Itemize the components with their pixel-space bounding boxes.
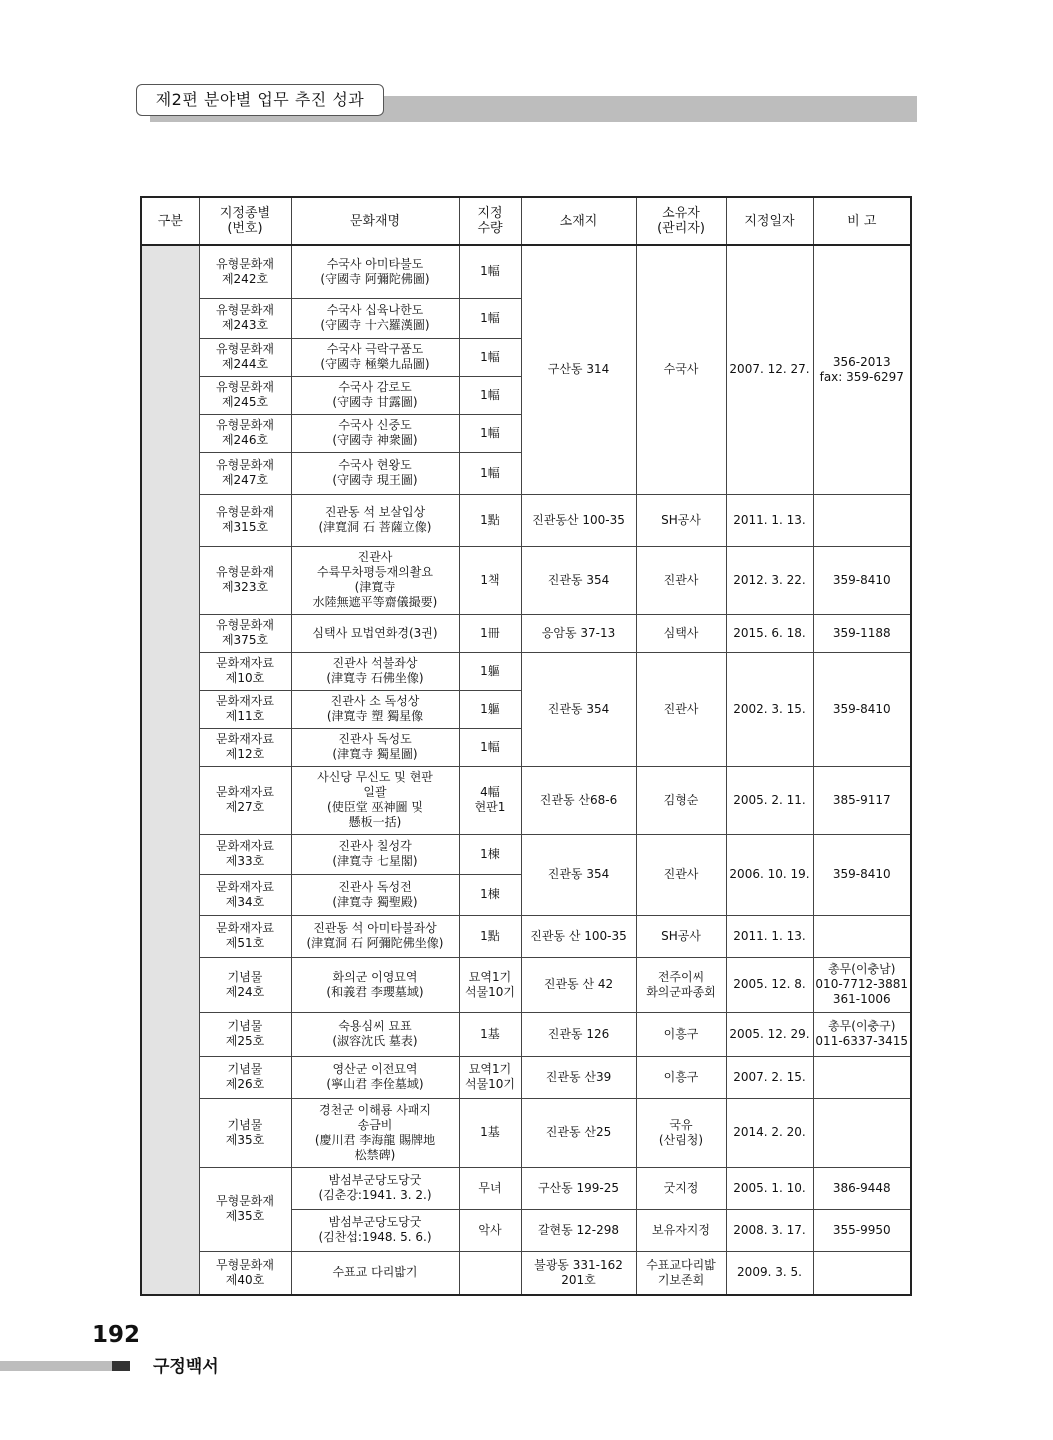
owner-cell: 이흥구 — [636, 1056, 726, 1098]
type-cell: 기념물 제35호 — [199, 1098, 291, 1167]
date-cell: 2002. 3. 15. — [726, 652, 813, 766]
col-header-location: 소재지 — [521, 197, 636, 245]
table-row — [141, 957, 911, 1012]
date-cell: 2009. 3. 5. — [726, 1251, 813, 1295]
page-number: 192 — [92, 1322, 141, 1348]
type-cell: 무형문화재 제40호 — [199, 1251, 291, 1295]
footer-marker — [112, 1361, 130, 1371]
table-row — [141, 1012, 911, 1056]
note-cell — [813, 1251, 911, 1295]
type-cell: 기념물 제25호 — [199, 1012, 291, 1056]
type-cell: 문화재자료 제27호 — [199, 766, 291, 834]
type-cell: 무형문화재 제35호 — [199, 1167, 291, 1251]
date-cell: 2005. 1. 10. — [726, 1167, 813, 1209]
col-header-date: 지정일자 — [726, 197, 813, 245]
date-cell: 2014. 2. 20. — [726, 1098, 813, 1167]
table-row — [141, 652, 911, 690]
table-row — [141, 1167, 911, 1209]
type-cell: 문화재자료 제34호 — [199, 874, 291, 915]
name-cell: 수표교 다리밟기 — [291, 1251, 459, 1295]
category-cell — [141, 245, 199, 1295]
note-cell: 359-8410 — [813, 546, 911, 614]
owner-cell: SH공사 — [636, 915, 726, 957]
type-cell: 문화재자료 제12호 — [199, 728, 291, 766]
name-cell: 영산군 이전묘역 (寧山君 李佺墓域) — [291, 1056, 459, 1098]
heritage-table — [140, 196, 912, 1296]
location-cell: 진관동 산68-6 — [521, 766, 636, 834]
table-row — [141, 494, 911, 546]
type-cell: 기념물 제24호 — [199, 957, 291, 1012]
name-cell: 진관사 독성도 (津寬寺 獨星圖) — [291, 728, 459, 766]
name-cell: 수국사 극락구품도 (守國寺 極樂九品圖) — [291, 338, 459, 376]
note-cell: 386-9448 — [813, 1167, 911, 1209]
location-cell: 진관동 산 42 — [521, 957, 636, 1012]
col-header-note: 비 고 — [813, 197, 911, 245]
owner-cell: 수국사 — [636, 245, 726, 494]
owner-cell: 심택사 — [636, 614, 726, 652]
name-cell: 심택사 묘법연화경(3권) — [291, 614, 459, 652]
name-cell: 밤섬부군당도당굿 (김찬섭:1948. 5. 6.) — [291, 1209, 459, 1251]
type-cell: 유형문화재 제245호 — [199, 376, 291, 414]
name-cell: 숙용심씨 묘표 (淑容沈氏 墓表) — [291, 1012, 459, 1056]
type-cell: 문화재자료 제11호 — [199, 690, 291, 728]
owner-cell: 진관사 — [636, 834, 726, 915]
note-cell: 총무(이충남) 010-7712-3881 361-1006 — [813, 957, 911, 1012]
quantity-cell: 1棟 — [459, 834, 521, 874]
location-cell: 진관동 354 — [521, 652, 636, 766]
name-cell: 진관동 석 아미타불좌상 (津寬洞 石 阿彌陀佛坐像) — [291, 915, 459, 957]
location-cell: 구산동 199-25 — [521, 1167, 636, 1209]
quantity-cell: 묘역1기 석물10기 — [459, 957, 521, 1012]
name-cell: 수국사 아미타불도 (守國寺 阿彌陀佛圖) — [291, 245, 459, 298]
date-cell: 2007. 12. 27. — [726, 245, 813, 494]
type-cell: 유형문화재 제247호 — [199, 452, 291, 494]
name-cell: 밤섬부군당도당굿 (김춘강:1941. 3. 2.) — [291, 1167, 459, 1209]
quantity-cell: 1軀 — [459, 690, 521, 728]
note-cell: 총무(이충구) 011-6337-3415 — [813, 1012, 911, 1056]
book-title: 구정백서 — [153, 1357, 219, 1377]
name-cell: 진관사 소 독성상 (津寬寺 塑 獨星像 — [291, 690, 459, 728]
note-cell — [813, 1098, 911, 1167]
owner-cell: 전주이씨 화의군파종회 — [636, 957, 726, 1012]
quantity-cell: 묘역1기 석물10기 — [459, 1056, 521, 1098]
quantity-cell: 무녀 — [459, 1167, 521, 1209]
note-cell — [813, 1056, 911, 1098]
quantity-cell: 1軀 — [459, 652, 521, 690]
footer-bar — [0, 1361, 112, 1371]
name-cell: 수국사 현왕도 (守國寺 現王圖) — [291, 452, 459, 494]
note-cell: 359-8410 — [813, 834, 911, 915]
type-cell: 문화재자료 제10호 — [199, 652, 291, 690]
note-cell: 356-2013 fax: 359-6297 — [813, 245, 911, 494]
owner-cell: 진관사 — [636, 652, 726, 766]
name-cell: 사신당 무신도 및 현판 일괄 (使臣堂 巫神圖 및 懸板一括) — [291, 766, 459, 834]
quantity-cell: 1基 — [459, 1012, 521, 1056]
date-cell: 2005. 12. 29. — [726, 1012, 813, 1056]
type-cell: 기념물 제26호 — [199, 1056, 291, 1098]
date-cell: 2015. 6. 18. — [726, 614, 813, 652]
table-row — [141, 614, 911, 652]
table-row — [141, 1098, 911, 1167]
type-cell: 유형문화재 제243호 — [199, 298, 291, 338]
table-row — [141, 915, 911, 957]
date-cell: 2011. 1. 13. — [726, 915, 813, 957]
table-row — [141, 834, 911, 874]
type-cell: 유형문화재 제375호 — [199, 614, 291, 652]
col-header-name: 문화재명 — [291, 197, 459, 245]
quantity-cell: 1基 — [459, 1098, 521, 1167]
date-cell: 2005. 2. 11. — [726, 766, 813, 834]
location-cell: 구산동 314 — [521, 245, 636, 494]
note-cell — [813, 915, 911, 957]
location-cell: 진관동 산25 — [521, 1098, 636, 1167]
quantity-cell: 1幅 — [459, 728, 521, 766]
type-cell: 유형문화재 제246호 — [199, 414, 291, 452]
table-row — [141, 546, 911, 614]
quantity-cell: 1幅 — [459, 414, 521, 452]
date-cell: 2011. 1. 13. — [726, 494, 813, 546]
note-cell: 355-9950 — [813, 1209, 911, 1251]
note-cell: 359-1188 — [813, 614, 911, 652]
location-cell: 진관동 산 100-35 — [521, 915, 636, 957]
quantity-cell: 1冊 — [459, 614, 521, 652]
note-cell: 359-8410 — [813, 652, 911, 766]
owner-cell: SH공사 — [636, 494, 726, 546]
quantity-cell — [459, 1251, 521, 1295]
location-cell: 진관동 354 — [521, 834, 636, 915]
name-cell: 경천군 이해룡 사패지 송금비 (慶川君 李海龍 賜牌地 松禁碑) — [291, 1098, 459, 1167]
owner-cell: 보유자지정 — [636, 1209, 726, 1251]
name-cell: 진관사 칠성각 (津寬寺 七星閣) — [291, 834, 459, 874]
table-row — [141, 1056, 911, 1098]
date-cell: 2005. 12. 8. — [726, 957, 813, 1012]
date-cell: 2008. 3. 17. — [726, 1209, 813, 1251]
note-cell: 385-9117 — [813, 766, 911, 834]
table-row — [141, 1251, 911, 1295]
location-cell: 불광동 331-162 201호 — [521, 1251, 636, 1295]
table-row — [141, 766, 911, 834]
col-header-category: 구분 — [141, 197, 199, 245]
date-cell: 2007. 2. 15. — [726, 1056, 813, 1098]
date-cell: 2006. 10. 19. — [726, 834, 813, 915]
note-cell — [813, 494, 911, 546]
col-header-type: 지정종별 (번호) — [199, 197, 291, 245]
name-cell: 진관동 석 보살입상 (津寬洞 石 菩薩立像) — [291, 494, 459, 546]
type-cell: 문화재자료 제33호 — [199, 834, 291, 874]
quantity-cell: 1책 — [459, 546, 521, 614]
quantity-cell: 1幅 — [459, 298, 521, 338]
quantity-cell: 1幅 — [459, 376, 521, 414]
quantity-cell: 1幅 — [459, 245, 521, 298]
quantity-cell: 악사 — [459, 1209, 521, 1251]
location-cell: 갈현동 12-298 — [521, 1209, 636, 1251]
name-cell: 진관사 독성전 (津寬寺 獨聖殿) — [291, 874, 459, 915]
col-header-quantity: 지정 수량 — [459, 197, 521, 245]
quantity-cell: 1幅 — [459, 452, 521, 494]
location-cell: 진관동 354 — [521, 546, 636, 614]
location-cell: 진관동 산39 — [521, 1056, 636, 1098]
name-cell: 진관사 석불좌상 (津寬寺 石佛坐像) — [291, 652, 459, 690]
location-cell: 응암동 37-13 — [521, 614, 636, 652]
type-cell: 유형문화재 제323호 — [199, 546, 291, 614]
owner-cell: 국유 (산림청) — [636, 1098, 726, 1167]
name-cell: 진관사 수륙무차평등재의촬요 (津寬寺 水陸無遮平等齋儀撮要) — [291, 546, 459, 614]
name-cell: 수국사 감로도 (守國寺 甘露圖) — [291, 376, 459, 414]
quantity-cell: 1幅 — [459, 338, 521, 376]
quantity-cell: 1點 — [459, 915, 521, 957]
type-cell: 문화재자료 제51호 — [199, 915, 291, 957]
date-cell: 2012. 3. 22. — [726, 546, 813, 614]
quantity-cell: 4幅 현판1 — [459, 766, 521, 834]
table-header-row — [141, 197, 911, 245]
owner-cell: 이흥구 — [636, 1012, 726, 1056]
type-cell: 유형문화재 제315호 — [199, 494, 291, 546]
owner-cell: 진관사 — [636, 546, 726, 614]
quantity-cell: 1棟 — [459, 874, 521, 915]
col-header-owner: 소유자 (관리자) — [636, 197, 726, 245]
owner-cell: 굿지정 — [636, 1167, 726, 1209]
type-cell: 유형문화재 제242호 — [199, 245, 291, 298]
owner-cell: 수표교다리밟 기보존회 — [636, 1251, 726, 1295]
location-cell: 진관동 126 — [521, 1012, 636, 1056]
name-cell: 화의군 이영묘역 (和義君 李瓔墓域) — [291, 957, 459, 1012]
type-cell: 유형문화재 제244호 — [199, 338, 291, 376]
section-title: 제2편 분야별 업무 추진 성과 — [136, 84, 384, 116]
quantity-cell: 1點 — [459, 494, 521, 546]
table-row — [141, 245, 911, 298]
name-cell: 수국사 십육나한도 (守國寺 十六羅漢圖) — [291, 298, 459, 338]
location-cell: 진관동산 100-35 — [521, 494, 636, 546]
owner-cell: 김형순 — [636, 766, 726, 834]
name-cell: 수국사 신중도 (守國寺 神衆圖) — [291, 414, 459, 452]
